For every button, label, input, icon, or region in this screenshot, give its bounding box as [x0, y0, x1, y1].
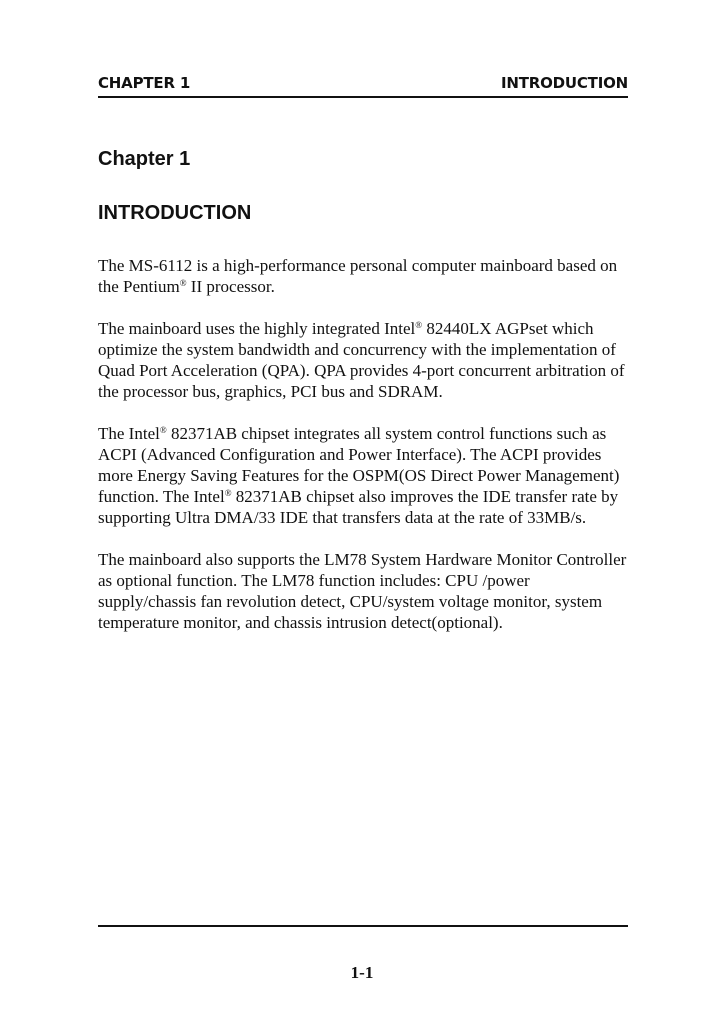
registered-mark: ® — [224, 488, 232, 498]
registered-mark: ® — [415, 320, 423, 330]
paragraph-monitor-text: The mainboard also supports the LM78 System Hardware Monitor Controller as optional function. The LM78 function includes: CPU /power supply/chassis fan revolution detect, CPU/system voltage monitor, system temperature monitor, and chassis intrusion detect(optional). — [98, 550, 627, 632]
chapter-title: INTRODUCTION — [98, 202, 252, 224]
paragraph-agpset-text-a: The mainboard uses the highly integrated Intel — [98, 319, 416, 338]
paragraph-monitor — [98, 549, 628, 633]
running-header — [98, 74, 628, 98]
footer-rule — [98, 925, 628, 927]
paragraph-chipset-text-c: 82371AB chipset also improves the IDE transfer rate by supporting Ultra DMA/33 IDE that transfers data at the rate of 33MB/s. — [98, 487, 619, 527]
paragraph-chipset-text-b: 82371AB chipset integrates all system control functions such as ACPI (Advanced Configuration and Power Interface). The ACPI provides more Energy Saving Features for the OSPM(OS Direct Power Management) function. The Intel — [98, 424, 620, 506]
paragraph-agpset — [98, 318, 628, 402]
paragraph-agpset-text-b: 82440LX AGPset which optimize the system bandwidth and concurrency with the implementation of Quad Port Acceleration (QPA). QPA provides 4-port concurrent arbitration of the processor bus, graphics, PCI bus and SDRAM. — [98, 319, 625, 401]
paragraph-intro-text-a: The MS-6112 is a high-performance personal computer mainboard based on the Pentium — [98, 256, 618, 296]
header-chapter-label: CHAPTER 1 — [98, 74, 191, 92]
page-number: 1-1 — [350, 963, 374, 982]
registered-mark: ® — [179, 278, 187, 288]
paragraph-chipset — [98, 423, 628, 528]
chapter-label: Chapter 1 — [98, 148, 191, 170]
header-section-title: INTRODUCTION — [500, 74, 628, 92]
paragraph-chipset-text-a: The Intel — [98, 424, 160, 443]
registered-mark: ® — [159, 425, 167, 435]
paragraph-intro-text-b: II processor. — [186, 277, 275, 296]
paragraph-intro — [98, 255, 628, 297]
body-text — [98, 255, 628, 654]
